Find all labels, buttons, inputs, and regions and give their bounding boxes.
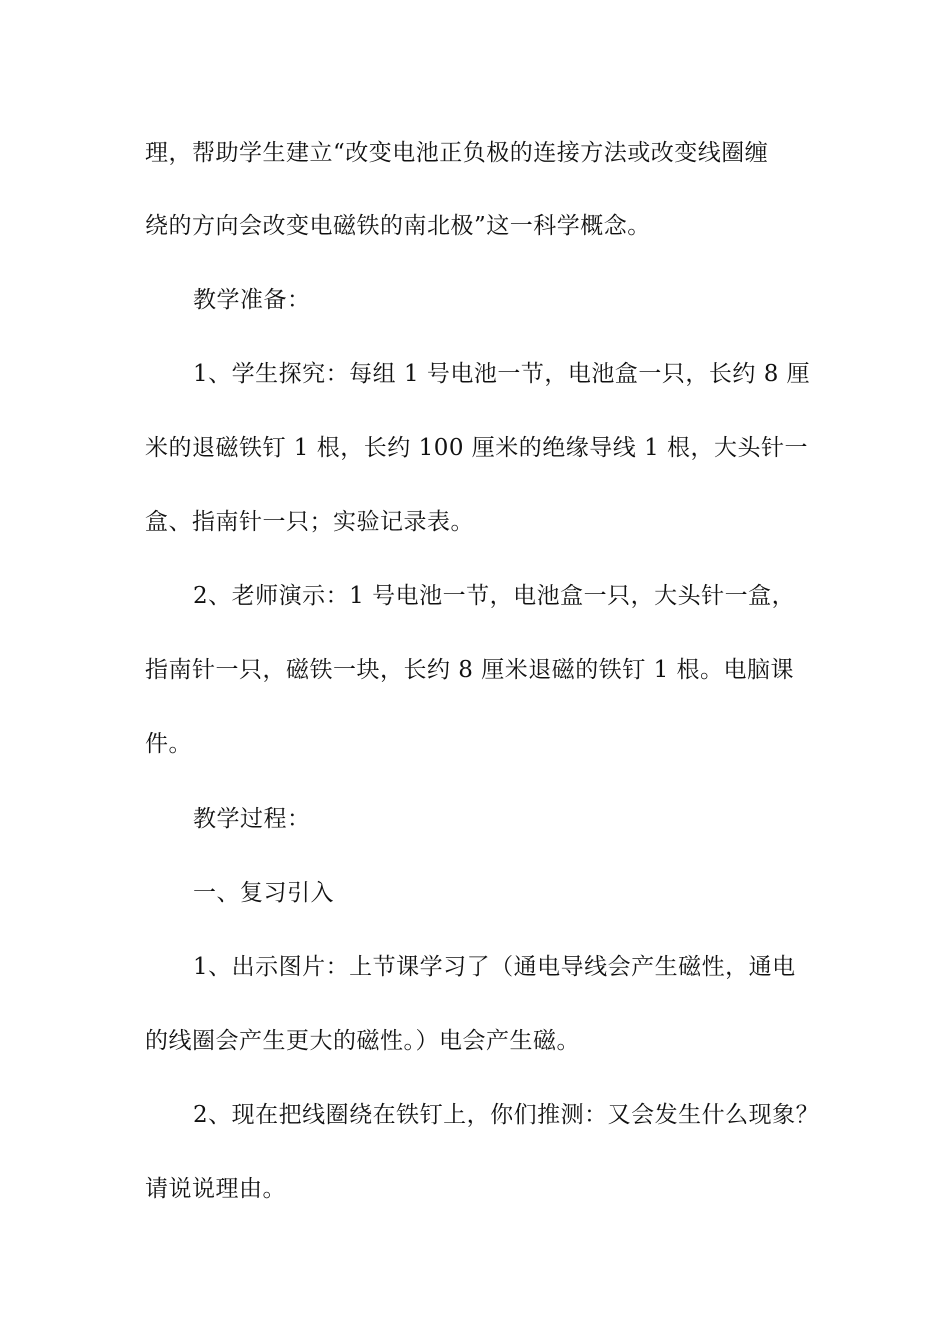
subsection-heading-review: 一、复习引入	[193, 880, 334, 906]
paragraph-line-1: 理，帮助学生建立“改变电池正负极的连接方法或改变线圈缠	[145, 140, 769, 166]
section-heading-process: 教学过程：	[193, 806, 311, 832]
list-item-line: 2、老师演示：1 号电池一节，电池盒一只，大头针一盒，	[193, 583, 796, 609]
section-heading-preparation: 教学准备：	[193, 287, 311, 313]
list-item-line: 请说说理由。	[145, 1176, 286, 1202]
list-item-line: 1、出示图片：上节课学习了（通电导线会产生磁性，通电	[193, 954, 796, 980]
list-item-line: 盒、指南针一只；实验记录表。	[145, 509, 474, 535]
list-item-line: 米的退磁铁钉 1 根，长约 100 厘米的绝缘导线 1 根，大头针一	[145, 435, 809, 461]
paragraph-line-2: 绕的方向会改变电磁铁的南北极”这一科学概念。	[145, 213, 651, 239]
list-item-line: 1、学生探究：每组 1 号电池一节，电池盒一只，长约 8 厘	[193, 361, 811, 387]
list-item-line: 2、现在把线圈绕在铁钉上，你们推测：又会发生什么现象？	[193, 1102, 820, 1128]
list-item-line: 指南针一只，磁铁一块，长约 8 厘米退磁的铁钉 1 根。电脑课	[145, 657, 795, 683]
list-item-line: 的线圈会产生更大的磁性。）电会产生磁。	[145, 1028, 580, 1054]
list-item-line: 件。	[145, 731, 192, 757]
